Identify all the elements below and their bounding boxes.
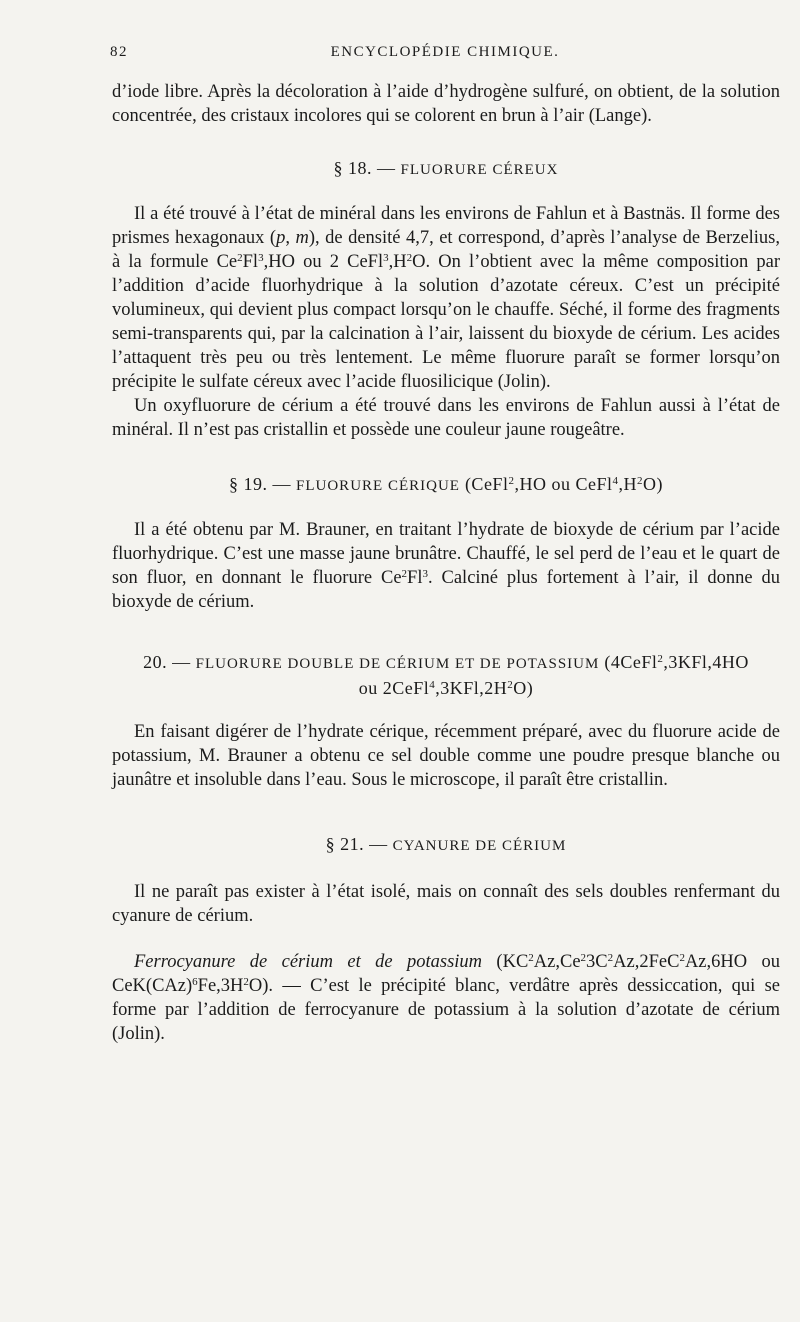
superscript: 2 [507, 679, 514, 691]
superscript: 2 [580, 952, 587, 964]
section-20-heading [112, 650, 780, 700]
superscript: 2 [401, 568, 408, 580]
text-run: (CeFl [464, 474, 509, 494]
text-run: ,3KFl,2H [435, 678, 508, 698]
superscript: 6 [192, 976, 198, 988]
section-18-paragraph-2: Un oxyfluorure de cérium a été trouvé dans les environs de Fahlun aussi à l’état de minéral. Il n’est pas cristallin et possède une couleur jaune rougeâtre. [112, 396, 780, 440]
superscript: 2 [243, 976, 249, 988]
section-21-paragraph-2 [112, 950, 780, 1046]
text-run: (4CeFl [604, 652, 658, 672]
text-run: Fl [242, 252, 259, 272]
text-run: O. On l’obtient avec la même composition par l’addition d’acide fluorhydrique à la solution d’azotate céreux. C’est un précipité volumineux, qui devient plus compact lorsqu’on le chauffe. Séché, il forme des fragments semi-transparents qui, par la calcination à l’air, laissent du bioxyde de cérium. Les acides l’attaquent très peu ou très lentement. Le même fluorure paraît se former lorsqu’on précipite le sulfate céreux avec l’acide fluosilicique (Jolin). [112, 252, 780, 392]
section-18-title: FLUORURE CÉREUX [400, 162, 559, 178]
text-run: , [285, 228, 296, 248]
running-head [110, 44, 780, 68]
superscript: 2 [607, 952, 614, 964]
section-19-formula [465, 474, 663, 494]
superscript: 2 [636, 475, 643, 487]
section-19-paragraph-1 [112, 518, 780, 614]
text-run: (KC [482, 952, 529, 972]
section-21-heading [112, 832, 780, 858]
superscript: 3 [422, 568, 428, 580]
text-run: ,3KFl,4HO [663, 652, 749, 672]
superscript: 4 [429, 679, 436, 691]
text-run: . Calciné plus fortement à l’air, il donne du bioxyde de cérium. [112, 568, 780, 612]
section-21-number: § 21. — [325, 834, 388, 854]
text-run: O) [513, 678, 534, 698]
superscript: 2 [508, 475, 515, 487]
section-20-formula-line-1 [604, 652, 749, 672]
text-run: ,HO ou CeFl [514, 474, 613, 494]
superscript: 2 [679, 952, 685, 964]
section-20-formula-line-2 [112, 676, 780, 700]
text-run: O). — C’est le précipité blanc, verdâtre après dessiccation, qui se forme par l’addition de ferrocyanure de potassium à la solution d’azotate de cérium (Jolin). [112, 976, 780, 1044]
text-run: Fe,3H [197, 976, 244, 996]
section-20-title: FLUORURE DOUBLE DE CÉRIUM ET DE POTASSIUM [195, 656, 600, 672]
superscript: 2 [406, 252, 413, 264]
superscript: 3 [383, 252, 389, 264]
section-20-number: 20. — [143, 652, 191, 672]
intro-paragraph: d’iode libre. Après la décoloration à l’aide d’hydrogène sulfuré, on obtient, de la solution concentrée, des cristaux incolores qui se colorent en brun à l’air (Lange). [112, 82, 780, 126]
text-run: p [276, 228, 286, 248]
section-18-heading [112, 156, 780, 182]
text-run: O) [642, 474, 663, 494]
text-run: ,HO ou 2 CeFl [263, 252, 384, 272]
text-run: Fl [407, 568, 423, 588]
text-run: ,H [618, 474, 637, 494]
text-run: ,H [388, 252, 407, 272]
section-20-paragraph-1: En faisant digérer de l’hydrate cérique, récemment préparé, avec du fluorure acide de potassium, M. Brauner a obtenu ce sel double comme une poudre presque blanche ou jaunâtre et insoluble dans l’eau. Sous le microscope, il paraît être cristallin. [112, 722, 780, 790]
section-18-number: § 18. — [333, 158, 396, 178]
section-21-title: CYANURE DE CÉRIUM [392, 838, 567, 854]
text-run: 3C [586, 952, 608, 972]
body-text [112, 80, 780, 1046]
section-19-heading [112, 472, 780, 498]
text-run: Az,2FeC [613, 952, 680, 972]
section-19-number: § 19. — [229, 474, 292, 494]
text-run: Ferrocyanure de cérium et de potassium [134, 952, 483, 972]
section-21-paragraph-1: Il ne paraît pas exister à l’état isolé, mais on connaît des sels doubles renfermant du cyanure de cérium. [112, 882, 780, 926]
text-run: Il a été trouvé à l’état de minéral dans les environs de Fahlun et à Bastnäs. Il forme des prismes hexagonaux ( [112, 204, 780, 248]
text-run: Il a été obtenu par M. Brauner, en traitant l’hydrate de bioxyde de cérium par l’acide fluorhydrique. C’est une masse jaune brunâtre. Chauffé, le sel perd de l’eau et le quart de son fluor, en donnant le fluorure Ce [112, 520, 780, 588]
running-title: ENCYCLOPÉDIE CHIMIQUE. [330, 44, 560, 60]
text-run: ), de densité 4,7, et correspond, d’après l’analyse de Berzelius, à la formule Ce [112, 228, 781, 272]
text-run: Az,6HO ou CeK(CAz) [112, 952, 780, 996]
superscript: 4 [612, 475, 619, 487]
superscript: 2 [528, 952, 534, 964]
superscript: 2 [237, 252, 243, 264]
section-19-title: FLUORURE CÉRIQUE [296, 478, 460, 494]
section-18-paragraph-1 [112, 202, 780, 394]
superscript: 2 [657, 653, 664, 665]
text-run: m [295, 228, 309, 248]
text-run: ou 2CeFl [358, 678, 430, 698]
page-number: 82 [110, 44, 128, 60]
text-run: Az,Ce [533, 952, 581, 972]
superscript: 3 [258, 252, 264, 264]
